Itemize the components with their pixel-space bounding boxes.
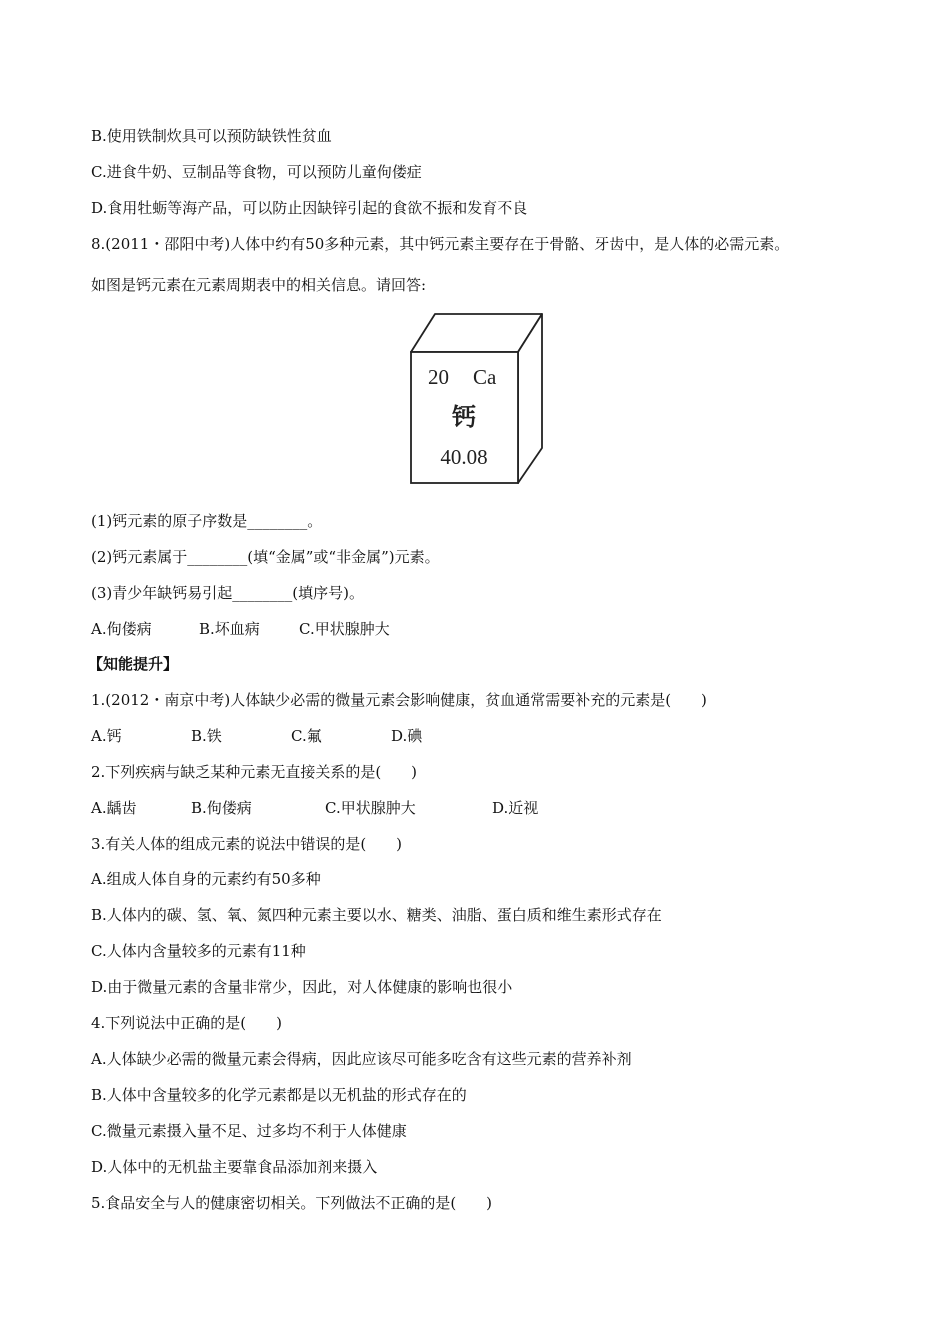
question-4-option-c: C.微量元素摄入量不足、过多均不利于人体健康 [91,1122,407,1140]
question-3-option-a: A.组成人体自身的元素约有50多种 [91,870,321,888]
question-2: 2.下列疾病与缺乏某种元素无直接关系的是( ) [91,763,418,781]
option-b: B.佝偻病 [191,799,252,817]
question-4: 4.下列说法中正确的是( ) [91,1014,283,1032]
question-3-option-c: C.人体内含量较多的元素有11种 [91,942,306,960]
calcium-element-card [408,312,544,484]
question-4-option-b: B.人体中含量较多的化学元素都是以无机盐的形式存在的 [91,1086,467,1104]
question-8-instruction: 如图是钙元素在元素周期表中的相关信息。请回答: [91,276,427,294]
element-symbol: Ca [473,365,497,389]
option-d: D.近视 [492,799,539,817]
option-a: A.佝偻病 [91,620,152,638]
atomic-number: 20 [428,365,449,389]
question-3-option-d: D.由于微量元素的含量非常少，因此，对人体健康的影响也很小 [91,978,513,996]
sub-question-3: (3)青少年缺钙易引起________(填序号)。 [91,584,364,602]
option-b: B.坏血病 [199,620,260,638]
question-3-option-b: B.人体内的碳、氢、氧、氮四种元素主要以水、糖类、油脂、蛋白质和维生素形式存在 [91,906,662,924]
sub-question-2: (2)钙元素属于________(填“金属”或“非金属”)元素。 [91,548,440,566]
question-5: 5.食品安全与人的健康密切相关。下列做法不正确的是( ) [91,1194,493,1212]
section-heading: 【知能提升】 [88,655,179,673]
option-a: A.龋齿 [91,799,137,817]
option-d-oysters: D.食用牡蛎等海产品，可以防止因缺锌引起的食欲不振和发育不良 [91,199,528,217]
option-b: B.铁 [191,727,222,745]
question-4-option-d: D.人体中的无机盐主要靠食品添加剂来摄入 [91,1158,378,1176]
sub-question-1: (1)钙元素的原子序数是________。 [91,512,323,530]
option-b-iron-cookware: B.使用铁制炊具可以预防缺铁性贫血 [91,127,332,145]
option-c-milk-soy: C.进食牛奶、豆制品等食物，可以预防儿童佝偻症 [91,163,422,181]
option-a: A.钙 [91,727,122,745]
question-8-stem: 8.(2011・邵阳中考)人体中约有50多种元素，其中钙元素主要存在于骨骼、牙齿中，是人体的必需元素。 [91,235,790,253]
option-c: C.甲状腺肿大 [299,620,390,638]
option-c: C.氟 [291,727,322,745]
atomic-mass: 40.08 [440,445,488,469]
question-3: 3.有关人体的组成元素的说法中错误的是( ) [91,835,403,853]
question-1: 1.(2012・南京中考)人体缺少必需的微量元素会影响健康，贫血通常需要补充的元素是( ) [91,691,707,709]
option-d: D.碘 [391,727,423,745]
option-c: C.甲状腺肿大 [325,799,416,817]
element-name: 钙 [452,403,476,431]
question-4-option-a: A.人体缺少必需的微量元素会得病，因此应该尽可能多吃含有这些元素的营养补剂 [91,1050,632,1068]
